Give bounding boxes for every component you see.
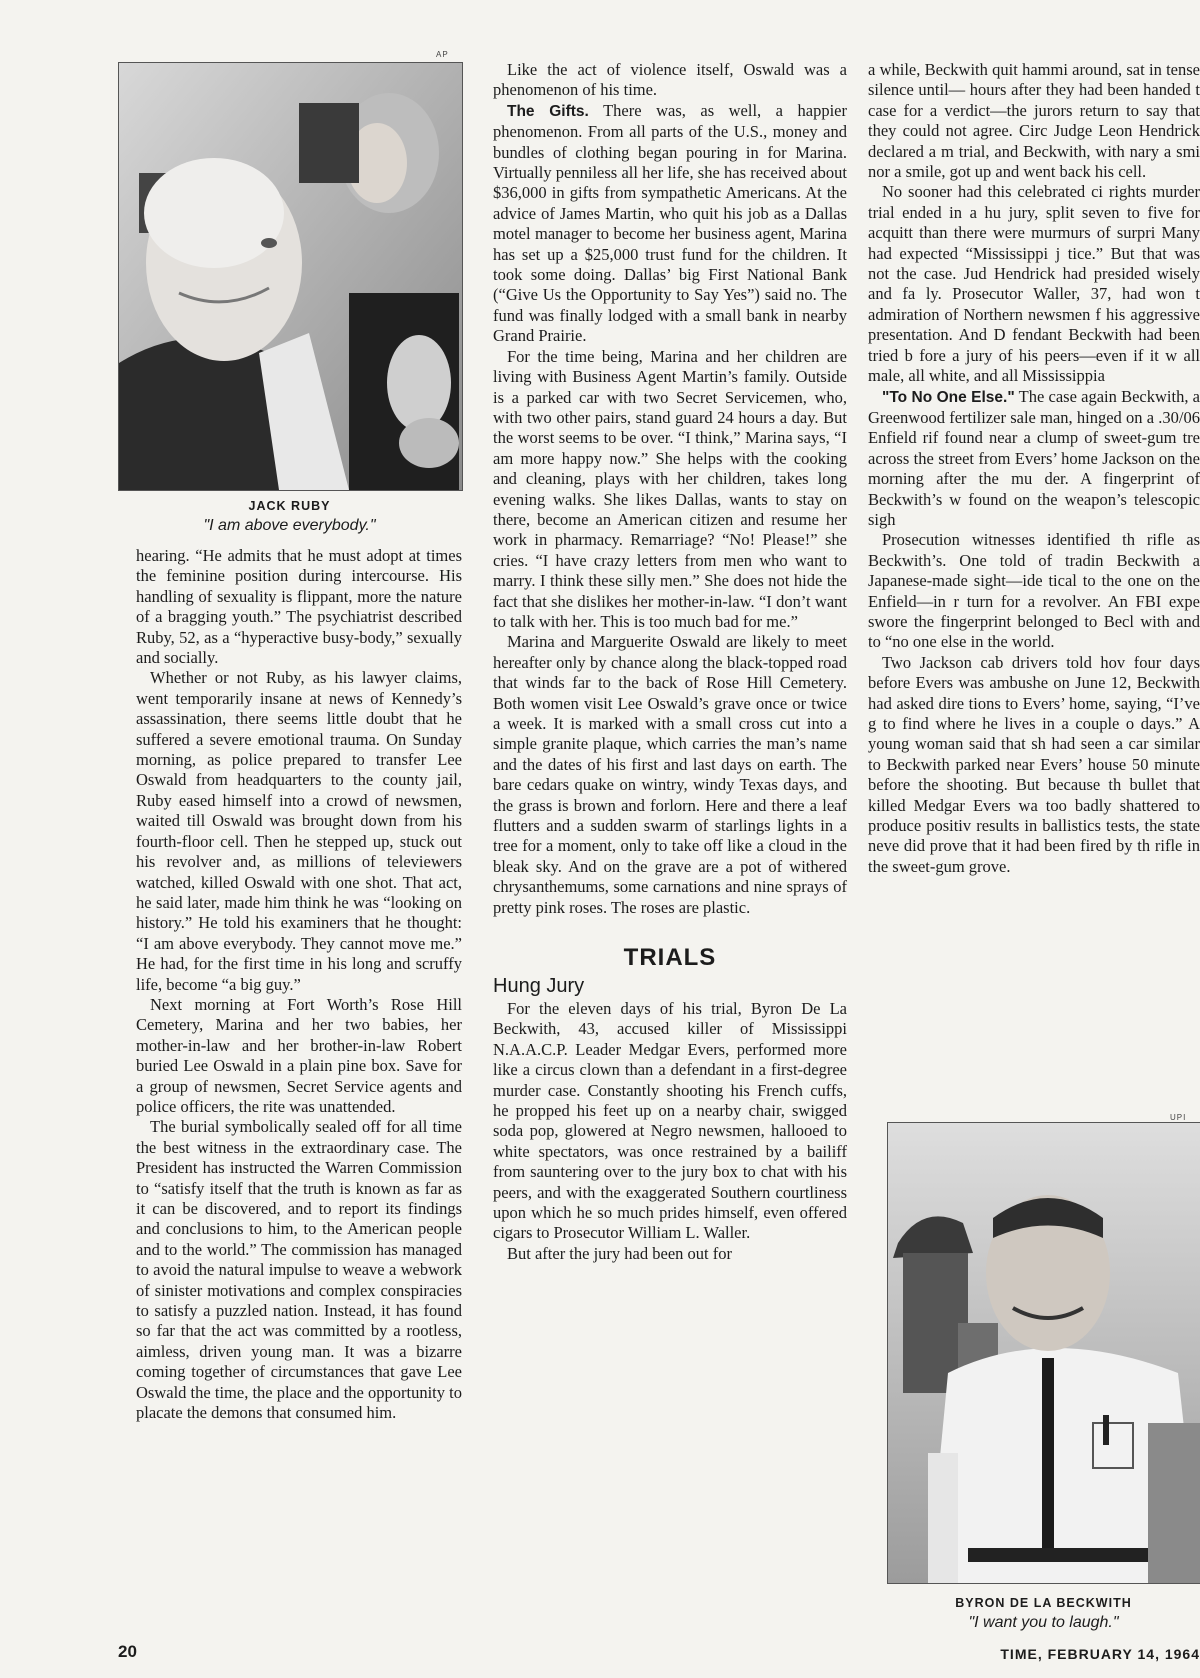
page-footer: TIME, FEBRUARY 14, 1964 — [1000, 1646, 1200, 1662]
paragraph: Whether or not Ruby, as his lawyer claims, went temporarily insane at news of Kennedy’s assassination, there seems little doubt that he suffered a severe emotional trauma. On Sunday morning, as police prepared to transfer Lee Oswald from headquarters to the county jail, Ruby eased himself into a crowd of newsmen, waited till Oswald was brought down from his fourth-floor cell. Then he stepped up, stuck out his revolver and, as millions of televiewers watched, killed Oswald with one shot. That act, he said later, made him think he was “looking on history.” He told his examiners that he thought: “I am above everybody. They cannot move me.” He had, for the first time in his long and scruffy life, become “a big guy.” — [136, 668, 462, 994]
paragraph — [868, 387, 1200, 531]
subsection-heading: Hung Jury — [493, 975, 585, 998]
photo-credit-upi: UPI — [1170, 1113, 1187, 1122]
paragraph: The burial symbolically sealed off for all time the best witness in the extraordinary case. The President has instructed the Warren Commission to “satisfy itself that the truth is known as far as it can be discovered, and to report its findings and conclusions to him, to the American people and to the world.” The commission has managed to avoid the natural impulse to weave a webwork of sinister motivations and complex conspiracies to satisfy a puzzled nation. Instead, it has found so far that the act was committed by a rootless, aimless, driven young man. It was a bizarre coming together of circumstances that gave Lee Oswald the time, the place and the opportunity to placate the demons that consumed him. — [136, 1117, 462, 1423]
paragraph: But after the jury had been out for — [507, 1243, 732, 1263]
caption-name: JACK RUBY — [248, 499, 331, 513]
paragraph: Prosecution witnesses identified th rifle as Beckwith’s. One told of tradin Beckwith a Japanese-made sight—ide tical to the one on the Enfield—in r turn for a revolver. An FBI expe swore the fingerprint belonged to Becl with and to “no one else in the world. — [868, 530, 1200, 652]
section-heading: TRIALS — [623, 944, 717, 972]
paragraph: Like the act of violence itself, Oswald was a phenomenon of his time. — [493, 60, 847, 100]
run-in-heading: "To No One Else." — [882, 388, 1015, 406]
paragraph-text: The case again Beckwith, a Greenwood fertilizer sale man, hinged on a .30/06 Enfield rif found near a clump of sweet-gum tre across the street from Evers’ home Jackson on the morning after the mu der. A fingerprint of Beckwith’s w found on the weapon’s telescopic sigh — [868, 386, 1200, 529]
photo-credit-ap: AP — [436, 50, 449, 59]
beckwith-photo — [887, 1122, 1200, 1584]
paragraph: For the time being, Marina and her children are living with Business Agent Martin’s family. Outside is a parked car with two Secret Servicemen, who, with two other pairs, stand guard 24 hours a day. But the worst seems to be over. “I think,” Marina says, “I am more happy now.” She helps with the cooking and cleaning, plays with her children, takes long evening walks. She likes Dallas, wants to stay on there, become an American citizen and resume her work in pharmacy. Remarriage? “No! Please!” she cries. “I have crazy letters from men who want to marry. I think these silly men.” She does not hide the fact that she dislikes her mother-in-law. “I don’t want to talk with her. This is too much bad for me.” — [493, 346, 847, 631]
paragraph: Two Jackson cab drivers told hov four days before Evers was ambushe on June 12, Beckwith had asked dire tions to Evers’ home, saying, “I’ve g to find where he lives in a couple o days.” A young woman said that sh had seen a car similar to Beckwith parked near Evers’ house 50 minute before the shooting. But because th bullet that killed Medgar Evers wa too badly shattered to produce positiv results in ballistics tests, the state neve did prove that it had been fired by th rifle in the sweet-gum grove. — [868, 652, 1200, 876]
caption-quote: "I want you to laugh." — [968, 1614, 1119, 1631]
run-in-heading: The Gifts. — [507, 102, 589, 120]
paragraph: hearing. “He admits that he must adopt at times the feminine position during intercourse. His handling of sexuality is flippant, more the nature of a bragging youth.” The psychiatrist described Ruby, 52, as a “hyperactive busy-body,” sexually and socially. — [136, 546, 462, 668]
paragraph-text: There was, as well, a happier phenomenon. From all parts of the U.S., money and bundles of clothing began pouring in for Marina. Virtually penniless all her life, she has received about $36,000 in gifts from sympathetic Americans. At the advice of James Martin, who quit his job as a Dallas motel manager to become her business agent, Marina has set up a $25,000 trust fund for the children. It took some doing. Dallas’ big First National Bank (“Give Us the Opportunity to Say Yes”) said no. The fund was finally lodged with a small bank in nearby Grand Prairie. — [493, 100, 847, 346]
beckwith-caption — [887, 1596, 1200, 1632]
column-3 — [868, 60, 1200, 1120]
paragraph: Next morning at Fort Worth’s Rose Hill Cemetery, Marina and her two babies, her mother-in-law and her brother-in-law Robert buried Lee Oswald in a plain pine box. Save for a group of newsmen, Secret Service agents and police officers, the rite was unattended. — [136, 994, 462, 1116]
jack-ruby-photo — [118, 62, 463, 491]
jack-ruby-caption — [118, 499, 461, 535]
caption-quote: "I am above everybody." — [203, 517, 376, 534]
caption-name: BYRON DE LA BECKWITH — [955, 1596, 1132, 1610]
paragraph: a while, Beckwith quit hammi around, sat in tense silence until— hours after they had been handed t case for a verdict—the jurors return to say that they could not agree. Circ Judge Leon Hendrick declared a m trial, and Beckwith, with nary a smi nor a smile, got up and went back his cell. — [868, 60, 1200, 182]
paragraph: For the eleven days of his trial, Byron De La Beckwith, 43, accused killer of Mississippi N.A.A.C.P. Leader Medgar Evers, performed more like a circus clown than a defendant in a first-degree murder case. Constantly shooting his French cuffs, he propped his feet up on a nearby chair, swigged soda pop, glowered at Negro newsmen, hallooed to white spectators, was once restrained by a bailiff from sauntering over to the jury box to chat with his peers, and with the exaggerated Southern courtliness upon which he so much prides himself, even offered cigars to Prosecutor William L. Waller. — [493, 998, 847, 1243]
page-number: 20 — [118, 1642, 137, 1661]
paragraph — [493, 101, 847, 347]
column-2 — [493, 60, 847, 1264]
paragraph: No sooner had this celebrated ci rights murder trial ended in a hu jury, split seven to five for acquitt than there were murmurs of surpri Many had expected “Mississippi j tice.” But that was not the case. Jud Hendrick had presided wisely and fa ly. Prosecutor Waller, 37, had won t admiration of Northern newsmen f his aggressive presentation. And D fendant Beckwith had been tried b fore a jury of his peers—even if it w all male, all white, and all Mississippia — [868, 182, 1200, 386]
column-1 — [136, 546, 462, 1423]
paragraph: Marina and Marguerite Oswald are likely to meet hereafter only by chance along the black-topped road that winds far to the back of Rose Hill Cemetery. Both women visit Lee Oswald’s grave once or twice a week. It is marked with a small cross cut into a simple granite plaque, which carries the man’s name and the dates of his first and last days on earth. The bare cedars quake on wintry, windy Texas days, and the grass is brown and forlorn. Here and there a leaf flutters and a sudden swarm of starlings lights in a tree for a moment, only to take off like a cloud in the bleak sky. And on the grave are a pot of withered chrysanthemums, some carnations and nine sprays of pretty pink roses. The roses are plastic. — [493, 632, 847, 917]
